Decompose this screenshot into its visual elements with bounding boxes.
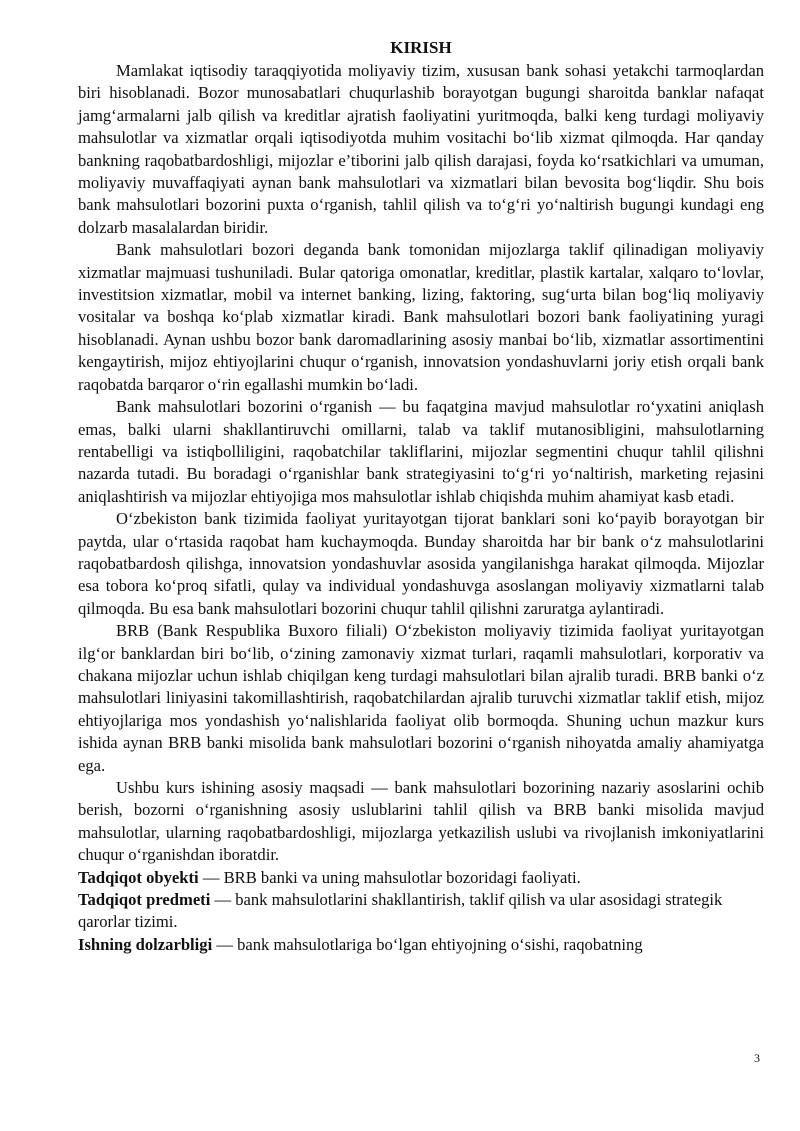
definition-research-subject <box>78 889 764 934</box>
paragraph-5: BRB (Bank Respublika Buxoro filiali) O‘zbekiston moliyaviy tizimida faoliyat yuritayotgan ilg‘or banklardan biri bo‘lib, o‘zining zamonaviy xizmat turlari, raqamli mahsulotlari, korporativ va chakana mijozlar uchun ishlab chiqilgan keng turdagi mahsulotlari bilan ajralib turadi. BRB banki o‘z mahsulotlari liniyasini takomillashtirish, raqobatchilardan ajralib turuvchi xizmatlar taklif etish, mijoz ehtiyojlariga mos yondashish yo‘nalishlarida faoliyat olib bormoqda. Shuning uchun mazkur kurs ishida aynan BRB banki misolida bank mahsulotlari bozorini o‘rganish nihoyatda amaliy ahamiyatga ega. <box>78 621 764 775</box>
definition-text: — bank mahsulotlarini shakllantirish, taklif qilish va ular asosidagi strategik qarorlar tizimi. <box>78 890 723 932</box>
paragraph-6: Ushbu kurs ishining asosiy maqsadi — bank mahsulotlari bozorining nazariy asoslarini ochib berish, bozorni o‘rganishning asosiy uslublarini tahlil qilish va BRB banki misolida mavjud mahsulotlar, ularning raqobatbardoshligi, mijozlarga yetkazilish uslubi va rivojlanish imkoniyatlarini chuqur o‘rganishdan iboratdir. <box>78 778 764 865</box>
paragraph-4: O‘zbekiston bank tizimida faoliyat yuritayotgan tijorat banklari soni ko‘payib borayotgan bir paytda, ular o‘rtasida raqobat ham kuchaymoqda. Bunday sharoitda har bir bank o‘z mahsulotlarini raqobatbardosh qilishga, innovatsion yondashuvlar asosida yangilanishga harakat qilmoqda. Mijozlar esa tobora ko‘proq sifatli, qulay va individual yondashuvga asoslangan moliyaviy xizmatlarni talab qilmoqda. Bu esa bank mahsulotlari bozorini chuqur tahlil qilishni zaruratga aylantiradi. <box>78 509 764 618</box>
definition-term: Tadqiqot predmeti <box>78 890 211 910</box>
document-page <box>78 38 764 956</box>
paragraph-3: Bank mahsulotlari bozorini o‘rganish — bu faqatgina mavjud mahsulotlar ro‘yxatini aniqlash emas, balki ularni shakllantiruvchi omillarni, talab va taklif mutanosibligini, mahsulotlarning rentabelligi va istiqbolliligini, raqobatchilar takliflarini, mijozlar segmentini chuqur tahlil qilishni nazarda tutadi. Bu boradagi o‘rganishlar bank strategiyasini to‘g‘ri yo‘naltirish, marketing rejasini aniqlashtirish va mijozlar ehtiyojiga mos mahsulotlar ishlab chiqishda muhim ahamiyat kasb etadi. <box>78 397 764 506</box>
definition-research-object <box>78 867 764 889</box>
page-number: 3 <box>754 1051 760 1065</box>
paragraph-1: Mamlakat iqtisodiy taraqqiyotida moliyaviy tizim, xususan bank sohasi yetakchi tarmoqlardan biri hisoblanadi. Bozor munosabatlari chuqurlashib borayotgan bugungi sharoitda banklar nafaqat jamg‘armalarni jalb qilish va kreditlar ajratish faoliyatini yuritmoqda, balki keng turdagi moliyaviy mahsulotlar va xizmatlar orqali iqtisodiyotda muhim vositachi bo‘lib xizmat qilmoqda. Har qanday bankning raqobatbardoshligi, mijozlar e’tiborini jalb qilish darajasi, foyda ko‘rsatkichlari va umuman, moliyaviy muvaffaqiyati aynan bank mahsulotlari va xizmatlari bilan bevosita bog‘liqdir. Shu bois bank mahsulotlari bozorini puxta o‘rganish, tahlil qilish va to‘g‘ri yo‘naltirish bugungi kundagi eng dolzarb masalalardan biridir. <box>78 61 764 237</box>
paragraph-2: Bank mahsulotlari bozori deganda bank tomonidan mijozlarga taklif qilinadigan moliyaviy xizmatlar majmuasi tushuniladi. Bular qatoriga omonatlar, kreditlar, plastik kartalar, xalqaro to‘lovlar, investitsion xizmatlar, mobil va internet banking, lizing, faktoring, sug‘urta bilan bog‘liq moliyaviy vositalar va boshqa ko‘plab xizmatlar kiradi. Bank mahsulotlari bozori bank faoliyatining yuragi hisoblanadi. Aynan ushbu bozor bank daromadlarining asosiy manbai bo‘lib, xizmatlar assortimentini kengaytirish, mijoz ehtiyojlarini chuqur o‘rganish, innovatsion yondashuvlarni joriy etish orqali bank raqobatda barqaror o‘rin egallashi mumkin bo‘ladi. <box>78 240 764 394</box>
section-title: KIRISH <box>390 38 452 57</box>
definition-relevance <box>78 934 764 956</box>
definition-text: — BRB banki va uning mahsulotlar bozoridagi faoliyati. <box>198 867 581 887</box>
definition-text: — bank mahsulotlariga bo‘lgan ehtiyojning o‘sishi, raqobatning <box>212 934 643 954</box>
definition-term: Tadqiqot obyekti <box>78 867 199 887</box>
definition-term: Ishning dolzarbligi <box>78 934 213 954</box>
